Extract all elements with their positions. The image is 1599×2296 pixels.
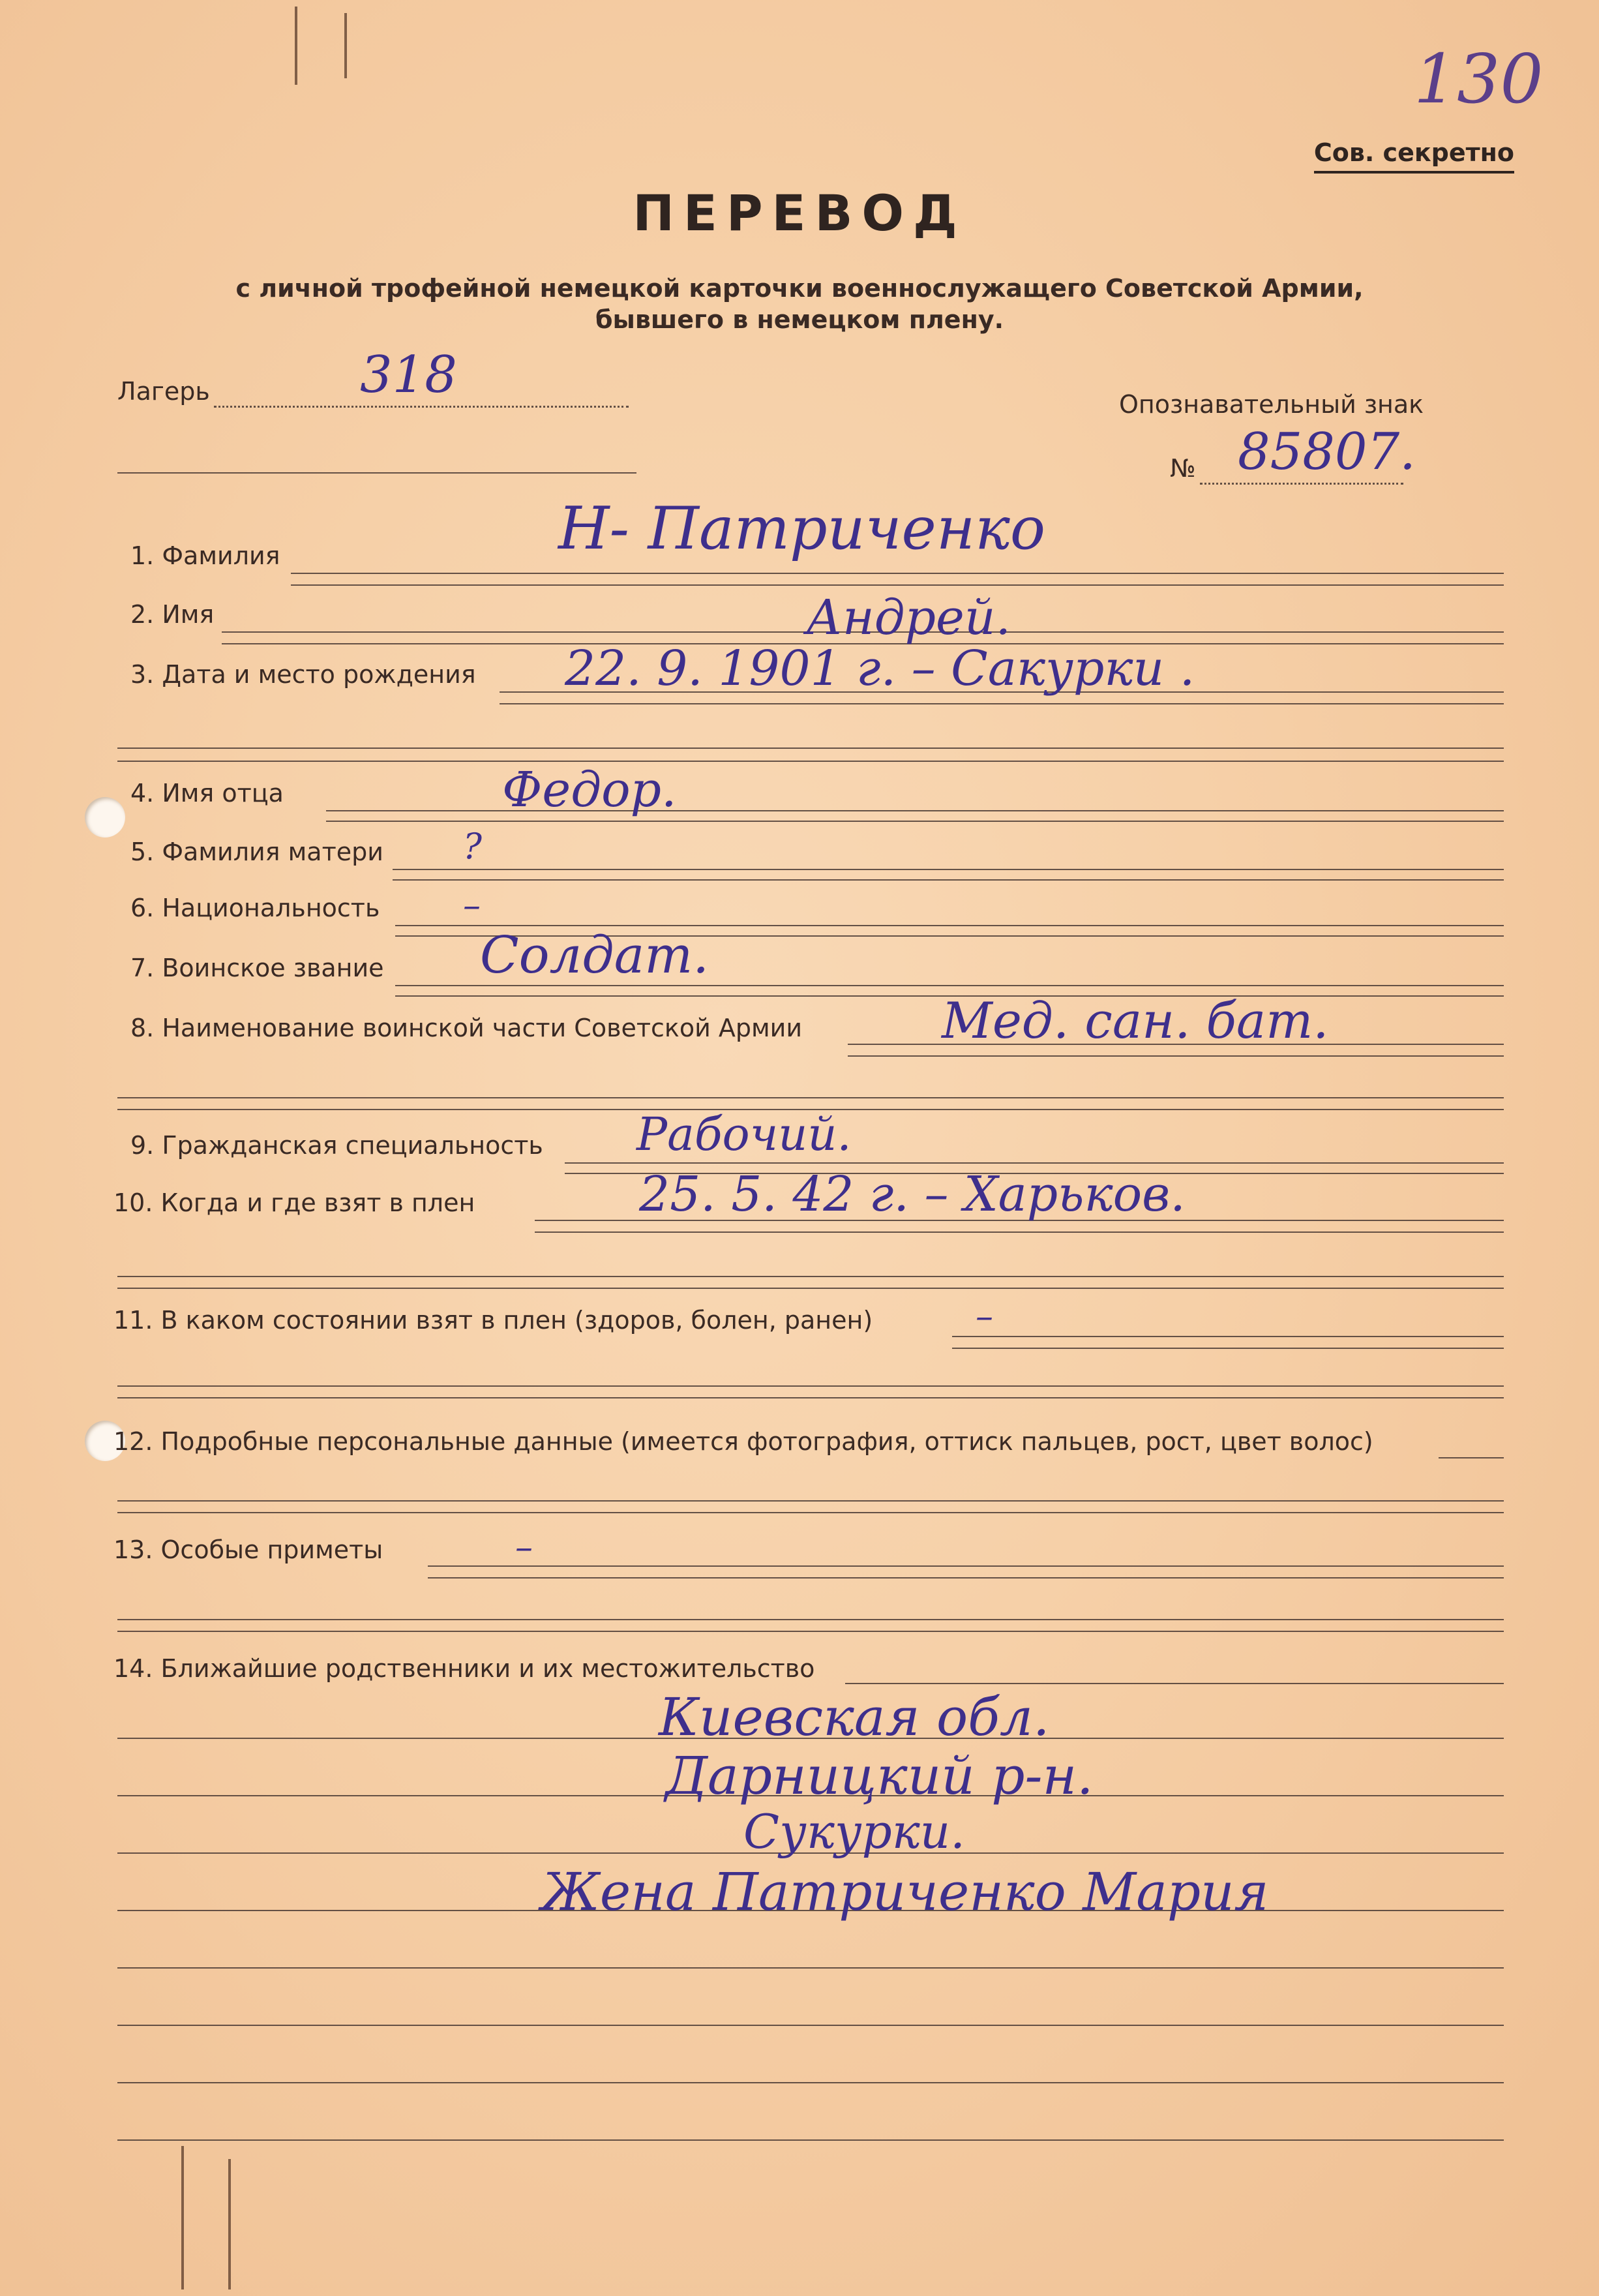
relatives-line-3: Сукурки. <box>743 1804 965 1859</box>
field-8-label: 8. Наименование воинской части Советской Армии <box>130 1014 803 1042</box>
field-3-value: 22. 9. 1901 г. – Сакурки . <box>565 641 1195 697</box>
margin-mark <box>344 13 347 78</box>
field-3-label: 3. Дата и место рождения <box>130 660 476 689</box>
relatives-line-1: Киевская обл. <box>659 1687 1050 1747</box>
field-6-value: – <box>463 884 481 926</box>
field-8-line <box>848 1055 1504 1057</box>
field-11-line <box>952 1336 1504 1337</box>
blank-line <box>117 1276 1504 1277</box>
field-9-line <box>565 1162 1504 1164</box>
field-4-label: 4. Имя отца <box>130 779 284 808</box>
document-title: ПЕРЕВОД <box>633 184 966 242</box>
margin-mark <box>228 2159 231 2289</box>
blank-line <box>117 1619 1504 1620</box>
field-1-line <box>291 584 1504 586</box>
camp-line <box>214 406 629 408</box>
blank-line <box>117 1500 1504 1502</box>
field-3-line <box>500 703 1504 704</box>
field-6-label: 6. Национальность <box>130 894 380 922</box>
id-tag-number-label: № <box>1170 454 1196 483</box>
field-12-label: 12. Подробные персональные данные (имеется фотография, оттиск пальцев, рост, цвет волос) <box>113 1427 1373 1456</box>
blank-line <box>117 1967 1504 1969</box>
field-4-value: Федор. <box>502 762 677 818</box>
field-5-line <box>393 879 1504 881</box>
field-5-value: ? <box>463 826 482 867</box>
field-13-line <box>428 1565 1504 1567</box>
field-5-label: 5. Фамилия матери <box>130 838 383 866</box>
field-11-label: 11. В каком состоянии взят в плен (здоров, болен, ранен) <box>113 1306 873 1335</box>
margin-mark <box>181 2146 184 2289</box>
field-8-value: Мед. сан. бат. <box>942 991 1329 1050</box>
blank-line <box>117 1512 1504 1513</box>
field-4-line <box>326 821 1504 822</box>
field-14-line <box>845 1683 1504 1684</box>
field-13-value: – <box>515 1526 533 1567</box>
camp-label: Лагерь <box>117 377 210 406</box>
field-9-value: Рабочий. <box>636 1108 852 1161</box>
field-10-label: 10. Когда и где взят в плен <box>113 1188 475 1217</box>
field-11-value: – <box>976 1295 993 1337</box>
field-12-line <box>1439 1457 1504 1458</box>
blank-line <box>117 1631 1504 1632</box>
blank-line <box>117 761 1504 762</box>
blank-line <box>117 1097 1504 1098</box>
relatives-line-4: Жена Патриченко Мария <box>541 1862 1269 1922</box>
folio-number: 130 <box>1414 39 1544 119</box>
field-1-line <box>291 573 1504 574</box>
blank-line <box>117 2139 1504 2141</box>
classification-stamp: Сов. секретно <box>1314 138 1514 174</box>
margin-mark <box>295 7 297 85</box>
id-tag-value: 85807. <box>1238 423 1416 481</box>
field-1-value: Н- Патриченко <box>558 494 1046 563</box>
document-subtitle: бывшего в немецком плену. <box>595 305 1004 334</box>
field-2-value: Андрей. <box>806 590 1011 646</box>
blank-line <box>117 1397 1504 1398</box>
field-13-line <box>428 1577 1504 1578</box>
field-10-value: 25. 5. 42 г. – Харьков. <box>639 1166 1186 1222</box>
id-tag-line <box>1200 483 1403 485</box>
field-10-line <box>535 1231 1504 1233</box>
field-5-line <box>393 869 1504 870</box>
blank-line <box>117 1288 1504 1289</box>
punch-hole <box>85 797 125 838</box>
blank-line <box>117 748 1504 749</box>
camp-value: 318 <box>360 346 457 404</box>
field-1-label: 1. Фамилия <box>130 541 280 570</box>
blank-line <box>117 2025 1504 2026</box>
field-7-value: Солдат. <box>480 926 709 985</box>
blank-line <box>117 1385 1504 1387</box>
field-7-label: 7. Воинское звание <box>130 954 384 982</box>
field-9-label: 9. Гражданская специальность <box>130 1131 543 1160</box>
id-tag-label: Опознавательный знак <box>1119 390 1424 419</box>
blank-line <box>117 2082 1504 2083</box>
field-14-label: 14. Ближайшие родственники и их местожительство <box>113 1654 815 1683</box>
field-2-label: 2. Имя <box>130 600 215 629</box>
relatives-line-2: Дарницкий р-н. <box>665 1745 1094 1806</box>
field-7-line <box>395 985 1504 986</box>
document-subtitle: с личной трофейной немецкой карточки военнослужащего Советской Армии, <box>235 274 1364 303</box>
blank-line <box>117 472 636 474</box>
field-11-line <box>952 1348 1504 1349</box>
field-13-label: 13. Особые приметы <box>113 1535 383 1564</box>
